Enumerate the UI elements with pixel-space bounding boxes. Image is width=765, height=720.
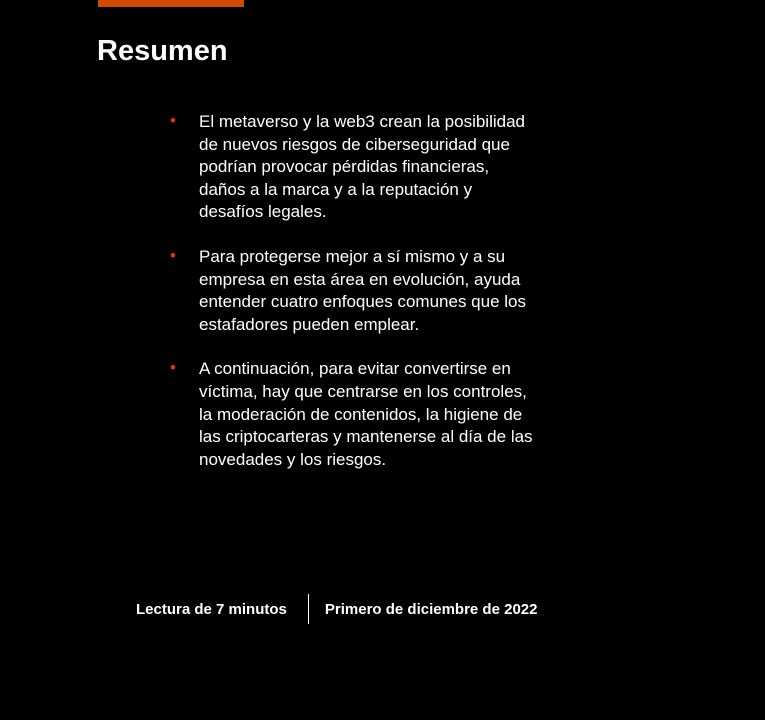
accent-bar [98,0,244,7]
summary-bullet-3 [170,358,550,471]
bullet-text: El metaverso y la web3 crean la posibilidad de nuevos riesgos de ciberseguridad que podrían provocar pérdidas financieras, daños a la marca y a la reputación y desafíos legales. [199,112,526,222]
bullet-text: Para protegerse mejor a sí mismo y a su empresa en esta área en evolución, ayuda entender cuatro enfoques comunes que los estafadores pueden emplear. [199,246,527,334]
meta-divider [308,594,309,624]
bullet-icon: • [170,245,176,265]
bullet-icon: • [170,358,176,378]
publish-date: Primero de diciembre de 2022 [324,600,538,618]
bullet-icon: • [170,111,176,130]
summary-bullet-2 [170,246,550,336]
summary-bullet-1 [170,111,550,224]
bullet-text: A continuación, para evitar convertirse en víctima, hay que centrarse en los controles, la moderación de contenidos, la higiene de las criptocarteras y mantenerse al día de las novedades y los riesgos. [199,359,533,469]
page-title: Resumen [97,35,228,67]
summary-bullet-list [170,111,550,493]
article-meta [136,594,537,624]
reading-time: Lectura de 7 minutos [136,600,287,618]
